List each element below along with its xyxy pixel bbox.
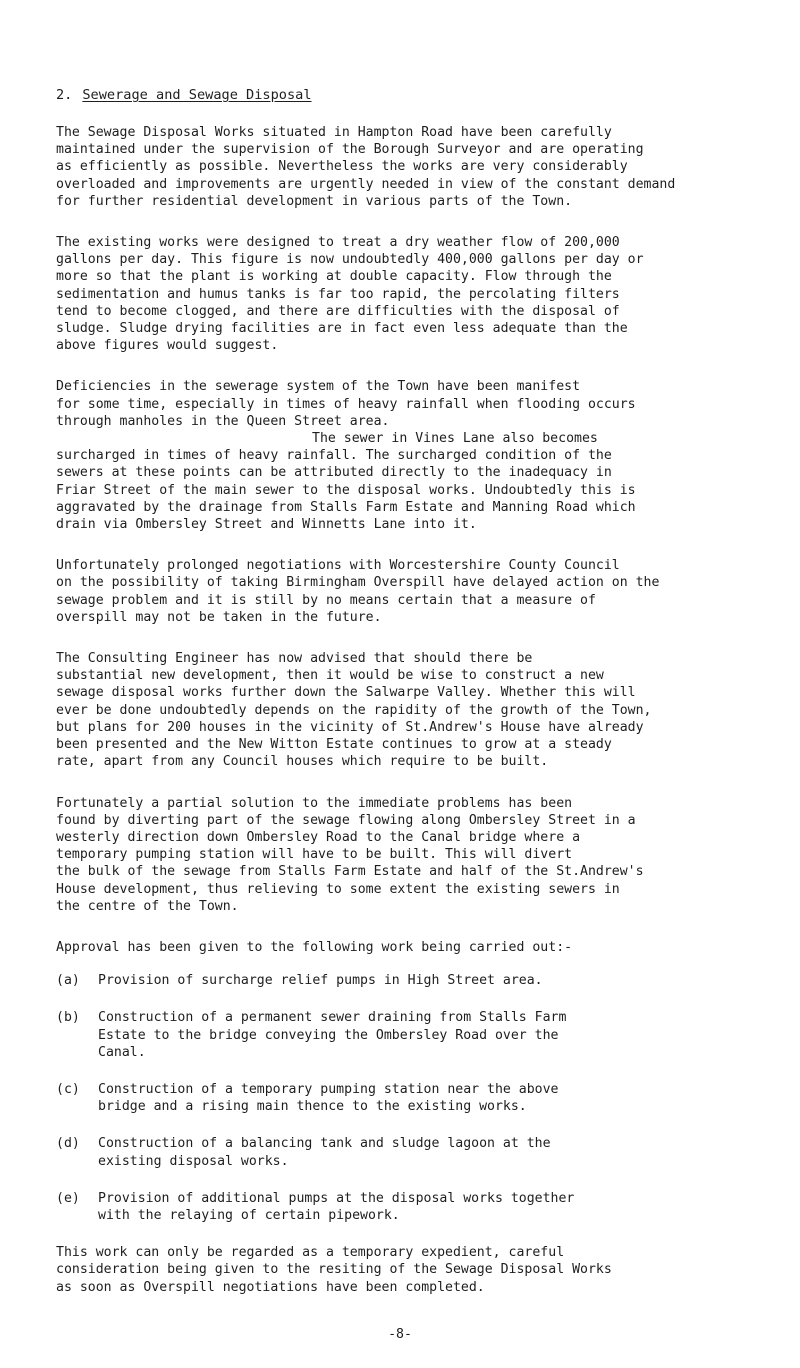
item-label: (a) — [56, 973, 80, 989]
text-line: been presented and the New Witton Estate continues to grow at a steady — [56, 737, 612, 753]
text-line: Approval has been given to the following work being carried out:- — [56, 939, 573, 955]
text-line: maintained under the supervision of the Borough Surveyor and are operating — [56, 142, 644, 158]
section-number: 2. — [56, 87, 73, 103]
section-heading — [56, 86, 772, 104]
text-line: substantial new development, then it would be wise to construct a new — [56, 668, 604, 684]
text-line: consideration being given to the resiting of the Sewage Disposal Works — [56, 1262, 612, 1278]
text-line: The existing works were designed to treat a dry weather flow of 200,000 — [56, 235, 620, 251]
approval-intro — [56, 939, 772, 956]
list-item — [56, 972, 772, 989]
text-line: Estate to the bridge conveying the Ombersley Road over the — [98, 1027, 559, 1043]
text-line: surcharged in times of heavy rainfall. The surcharged condition of the — [56, 448, 612, 464]
text-line: Provision of surcharge relief pumps in High Street area. — [98, 973, 543, 989]
text-line: The sewer in Vines Lane also becomes — [312, 431, 598, 447]
text-line: temporary pumping station will have to be built. This will divert — [56, 847, 573, 863]
text-line: ever be done undoubtedly depends on the rapidity of the growth of the Town, — [56, 702, 652, 718]
text-line: but plans for 200 houses in the vicinity of St.Andrew's House have already — [56, 719, 644, 735]
text-line: This work can only be regarded as a temporary expedient, careful — [56, 1245, 565, 1261]
text-line: Provision of additional pumps at the disposal works together — [98, 1190, 575, 1206]
text-line: with the relaying of certain pipework. — [98, 1207, 400, 1223]
text-line: bridge and a rising main thence to the existing works. — [98, 1099, 527, 1115]
section-title: Sewerage and Sewage Disposal — [82, 87, 312, 103]
text-line: gallons per day. This figure is now undoubtedly 400,000 gallons per day or — [56, 252, 644, 268]
text-line: Friar Street of the main sewer to the disposal works. Undoubtedly this is — [56, 482, 636, 498]
list-item — [56, 1135, 772, 1169]
text-line: for further residential development in various parts of the Town. — [56, 193, 573, 209]
text-line: Unfortunately prolonged negotiations with Worcestershire County Council — [56, 558, 620, 574]
text-line: overloaded and improvements are urgently needed in view of the constant demand — [56, 176, 676, 192]
item-label: (b) — [56, 1010, 80, 1026]
text-line: sludge. Sludge drying facilities are in fact even less adequate than the — [56, 321, 628, 337]
text-line: sewers at these points can be attributed directly to the inadequacy in — [56, 465, 612, 481]
text-line: Fortunately a partial solution to the immediate problems has been — [56, 795, 573, 811]
list-item — [56, 1009, 772, 1061]
text-line: found by diverting part of the sewage flowing along Ombersley Street in a — [56, 812, 636, 828]
text-line: Construction of a permanent sewer draining from Stalls Farm — [98, 1010, 567, 1026]
text-line: The Consulting Engineer has now advised that should there be — [56, 651, 533, 667]
text-line: for some time, especially in times of heavy rainfall when flooding occurs — [56, 396, 636, 412]
paragraph-capacity — [56, 234, 772, 354]
paragraph-partial-solution — [56, 795, 772, 915]
page-number: -8- — [388, 1327, 412, 1342]
text-line: on the possibility of taking Birmingham Overspill have delayed action on the — [56, 575, 660, 591]
text-line: as efficiently as possible. Nevertheless the works are very considerably — [56, 159, 628, 175]
text-line: Canal. — [98, 1044, 146, 1060]
text-line: more so that the plant is working at double capacity. Flow through the — [56, 269, 612, 285]
text-line: sewage problem and it is still by no means certain that a measure of — [56, 592, 596, 608]
text-line: drain via Ombersley Street and Winnetts Lane into it. — [56, 517, 477, 533]
paragraph-deficiencies — [56, 378, 772, 533]
text-line: sedimentation and humus tanks is far too rapid, the percolating filters — [56, 286, 620, 302]
document-page — [56, 86, 772, 1320]
list-item — [56, 1190, 772, 1224]
paragraph-consulting-engineer — [56, 650, 772, 770]
item-text — [98, 1009, 772, 1061]
text-line: Construction of a temporary pumping station near the above — [98, 1081, 559, 1097]
item-text — [98, 1190, 772, 1224]
text-line: the centre of the Town. — [56, 898, 239, 914]
item-text — [98, 1081, 772, 1115]
item-label: (c) — [56, 1081, 80, 1097]
paragraph-closing — [56, 1244, 772, 1296]
text-line: tend to become clogged, and there are difficulties with the disposal of — [56, 303, 620, 319]
text-line: aggravated by the drainage from Stalls Farm Estate and Manning Road which — [56, 499, 636, 515]
paragraph-negotiations — [56, 557, 772, 626]
text-line: as soon as Overspill negotiations have been completed. — [56, 1279, 485, 1295]
text-line: House development, thus relieving to some extent the existing sewers in — [56, 881, 620, 897]
text-line: Deficiencies in the sewerage system of the Town have been manifest — [56, 379, 581, 395]
text-line: Construction of a balancing tank and sludge lagoon at the — [98, 1136, 551, 1152]
text-line: westerly direction down Ombersley Road to the Canal bridge where a — [56, 829, 581, 845]
text-line: above figures would suggest. — [56, 338, 279, 354]
text-line: rate, apart from any Council houses which require to be built. — [56, 754, 549, 770]
item-text — [98, 1135, 772, 1169]
list-item — [56, 1081, 772, 1115]
text-line: overspill may not be taken in the future. — [56, 609, 382, 625]
text-line: existing disposal works. — [98, 1153, 289, 1169]
item-label: (d) — [56, 1136, 80, 1152]
text-line: The Sewage Disposal Works situated in Hampton Road have been carefully — [56, 125, 612, 140]
text-line: sewage disposal works further down the Salwarpe Valley. Whether this will — [56, 685, 636, 701]
item-text — [98, 972, 772, 989]
approved-works-list — [56, 972, 772, 1224]
item-label: (e) — [56, 1190, 80, 1206]
text-line: through manholes in the Queen Street area. — [56, 413, 390, 429]
paragraph-works-overview — [56, 124, 772, 210]
text-line: the bulk of the sewage from Stalls Farm Estate and half of the St.Andrew's — [56, 864, 644, 880]
